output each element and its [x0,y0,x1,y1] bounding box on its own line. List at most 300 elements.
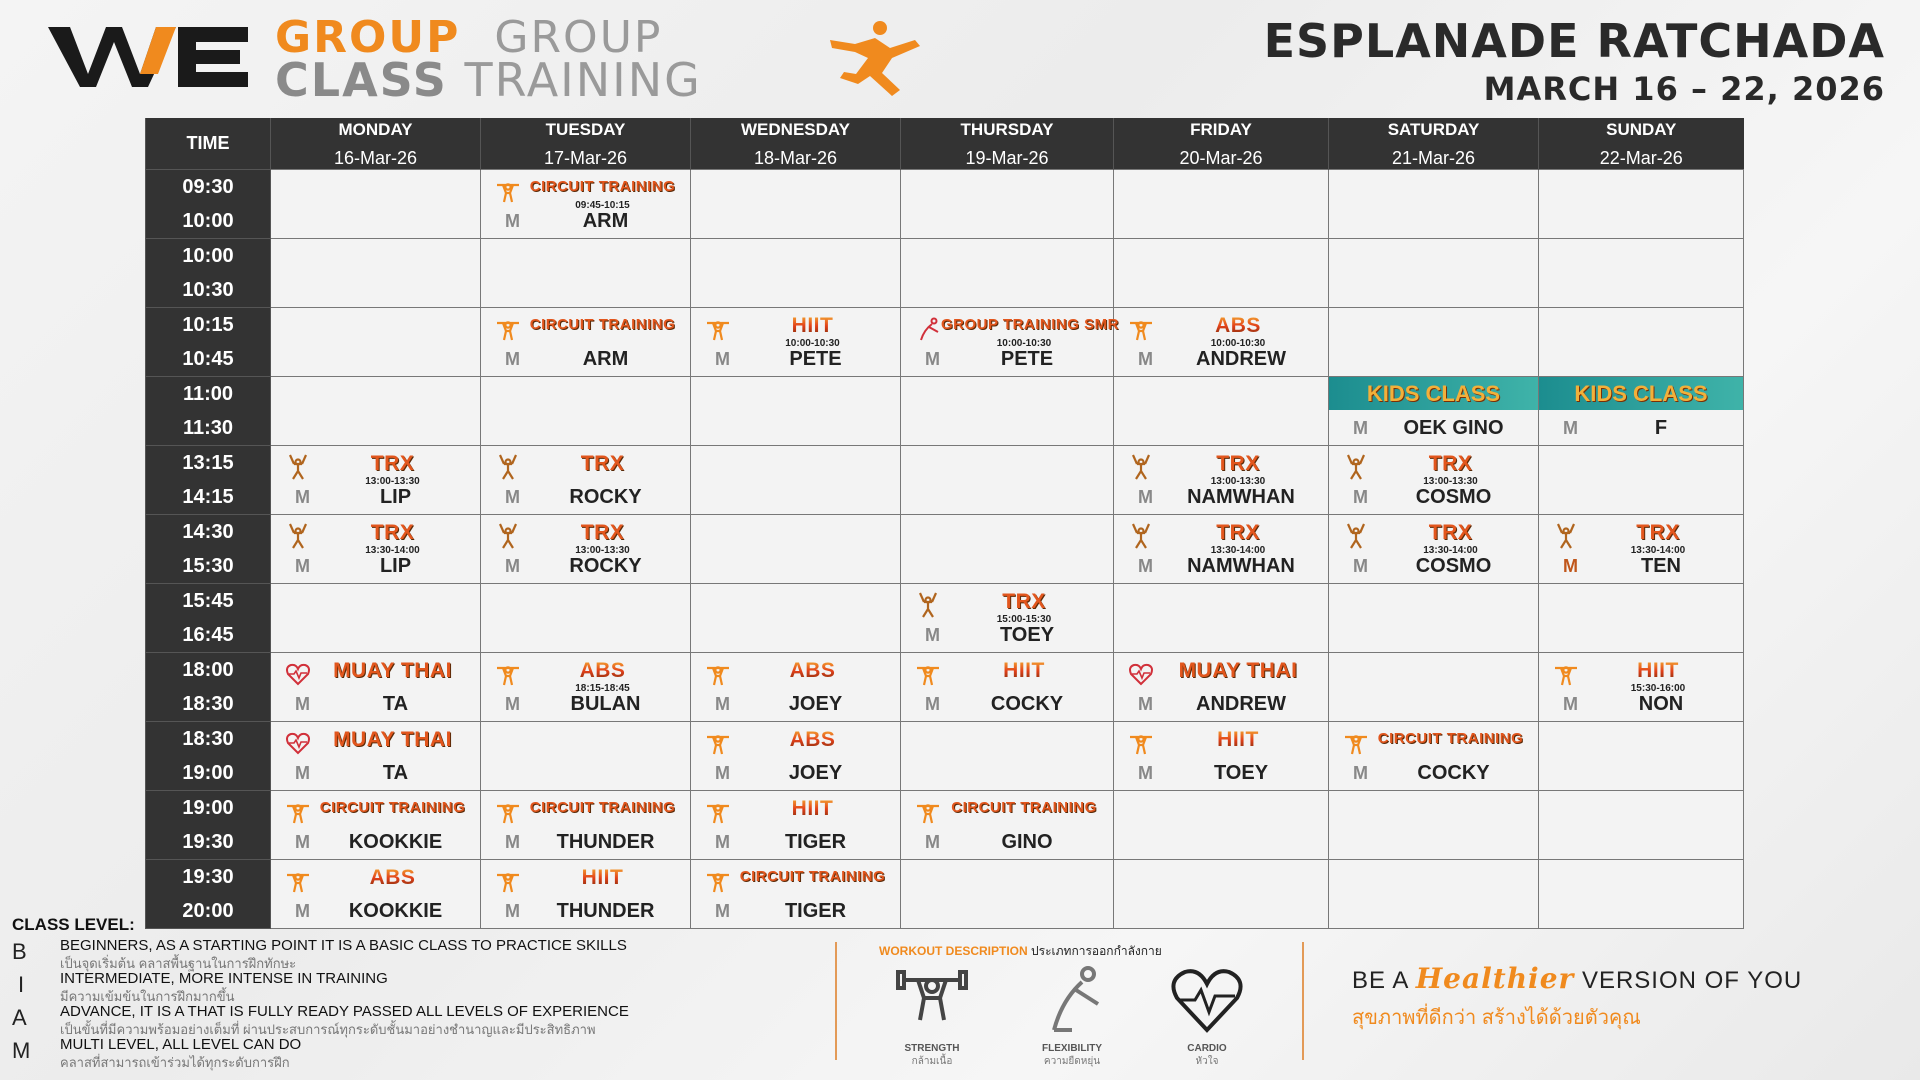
class-level: M [505,694,520,714]
schedule-cell [901,653,1114,722]
schedule-cell [481,515,691,584]
coach-name: COCKY [990,693,1064,715]
coach-name: GINO [1001,831,1053,853]
trx-icon [1128,454,1154,480]
legend-item [12,1034,812,1070]
day-name: TUESDAY [545,120,626,139]
cardio-icon [285,730,311,756]
strength-icon [285,868,311,894]
class-title: ABS [1154,314,1322,338]
time-end: 20:00 [182,900,234,922]
time-slot [146,515,271,584]
class-entry[interactable] [1539,515,1743,583]
coach-name: COSMO [1415,486,1492,508]
time-start: 19:00 [182,797,234,819]
schedule-table [145,118,1744,929]
schedule-cell [901,584,1114,653]
class-level: M [715,694,730,714]
class-time: 09:45-10:15 [575,200,630,211]
schedule-row [146,377,1744,446]
class-entry[interactable] [271,722,480,790]
slogan [1352,962,1802,1033]
class-title: TRX [1002,590,1046,613]
class-level: M [295,556,310,576]
class-time: 13:00-13:30 [365,476,420,487]
level-desc-th: มีความเข้มข้นในการฝึกมากขึ้น [60,989,235,1004]
slogan-en [1352,962,1802,995]
class-entry[interactable] [271,515,480,583]
strength-icon [1553,661,1579,687]
schedule-cell [1539,377,1744,446]
schedule-cell [691,308,901,377]
level-desc-th: เป็นขั้นที่มีความพร้อมอย่างเต็มที่ ผ่านประสบการณ์ทุกระดับชั้นมาอย่างชำนาญและมีประสิทธิภาพ [60,1022,596,1037]
coach-name: TA [382,762,409,784]
class-level: M [1563,694,1578,714]
class-entry[interactable] [1329,515,1538,583]
class-entry[interactable] [271,791,480,859]
coach-name: THUNDER [556,831,655,853]
coach-name: TOEY [999,624,1055,646]
schedule-cell [1114,791,1329,860]
strength-icon [892,960,972,1040]
schedule-cell [271,377,481,446]
brand-title [275,12,702,107]
strength-icon [1128,316,1154,342]
class-title: HIIT [731,314,894,338]
class-time: 13:00-13:30 [1210,476,1266,487]
runner-icon [820,18,930,98]
schedule-cell [691,239,901,308]
day-date: 22-Mar-26 [1599,148,1683,168]
class-entry[interactable] [481,515,690,583]
coach-name: COSMO [1415,555,1492,577]
schedule-cell [1329,584,1539,653]
schedule-cell [691,791,901,860]
schedule-cell [271,791,481,860]
flexibility-icon [915,316,941,342]
class-entry[interactable] [691,722,900,790]
class-level: M [715,763,730,783]
class-entry[interactable] [481,308,690,376]
class-level: M [295,487,310,507]
date-range: MARCH 16 – 22, 2026 [1483,70,1885,108]
class-entry[interactable] [901,584,1113,652]
schedule-cell [271,239,481,308]
trx-icon [285,523,311,549]
day-header-thursday [901,118,1114,170]
day-date: 18-Mar-26 [753,148,838,168]
class-title: MUAY THAI [333,659,452,682]
class-title: GROUP TRAINING SMR [941,316,1119,333]
class-level: M [715,832,730,852]
schedule-cell [1539,239,1744,308]
class-entry[interactable] [691,308,900,376]
schedule-cell [1114,170,1329,239]
level-desc-en: ADVANCE, IT IS A THAT IS FULLY READY PASSED ALL LEVELS OF EXPERIENCE [60,1003,629,1020]
time-start: 15:45 [182,590,234,612]
schedule-cell [1329,446,1539,515]
workout-heading [879,942,1162,961]
coach-name: LIP [379,486,412,508]
schedule-cell [481,653,691,722]
strength-icon [1343,730,1369,756]
workout-flexibility [1022,960,1122,1069]
class-entry[interactable] [691,791,900,859]
class-time: 13:30-14:00 [1210,545,1266,556]
class-level: M [505,349,520,369]
class-entry[interactable] [1114,446,1328,514]
class-entry[interactable] [481,791,690,859]
trx-icon [1128,523,1154,549]
time-end: 18:30 [182,693,234,715]
class-level: M [1353,556,1368,576]
strength-icon [705,868,731,894]
class-entry[interactable] [271,653,480,721]
schedule-cell [271,653,481,722]
class-title: TRX [580,521,625,544]
workout-label: CARDIO [1187,1043,1227,1054]
workout-heading-en: WORKOUT DESCRIPTION [879,944,1028,958]
cardio-icon [1128,661,1154,687]
coach-name: ARM [582,210,629,232]
class-entry[interactable] [691,653,900,721]
schedule-row [146,791,1744,860]
time-slot [146,446,271,515]
schedule-cell [1539,653,1744,722]
time-slot [146,308,271,377]
class-title: HIIT [941,659,1107,683]
class-entry[interactable] [901,791,1113,859]
schedule-cell [691,170,901,239]
class-time: 10:00-10:30 [1210,338,1266,349]
class-time: 13:30-14:00 [365,545,420,556]
day-name: FRIDAY [1190,120,1252,139]
brand-group: GROUP [275,12,461,63]
level-letter: B [12,939,27,964]
strength-icon [495,799,521,825]
class-title: CIRCUIT TRAINING [739,868,886,885]
class-title: CIRCUIT TRAINING [529,799,676,816]
schedule-cell [1114,653,1329,722]
class-title: TRX [1216,452,1260,475]
class-title: TRX [1636,521,1680,544]
class-title: CIRCUIT TRAINING [1377,730,1524,747]
class-level: M [505,487,520,507]
time-end: 10:30 [182,279,234,301]
brand-group-ghost: GROUP [494,12,663,63]
we-logo [48,22,248,92]
strength-icon [705,316,731,342]
schedule-cell [1114,515,1329,584]
class-time: 13:00-13:30 [575,545,630,556]
class-entry[interactable] [1329,377,1538,445]
coach-name: OEK GINO [1403,417,1504,439]
divider [1302,942,1304,1060]
schedule-cell [1539,515,1744,584]
class-level: M [505,211,520,231]
coach-name: COCKY [1417,762,1490,784]
schedule-cell [1329,860,1539,929]
class-entry[interactable] [481,653,690,721]
class-title: TRX [370,452,415,475]
schedule-cell [901,308,1119,377]
schedule-cell [691,377,901,446]
strength-icon [495,868,521,894]
class-level: M [1138,487,1153,507]
class-title: HIIT [1579,659,1737,683]
schedule-cell [691,722,901,791]
trx-icon [1343,454,1369,480]
time-slot [146,653,271,722]
schedule-cell [481,308,691,377]
schedule-cell [1114,446,1329,515]
coach-name: JOEY [788,693,843,715]
slogan-th: สุขภาพที่ดีกว่า สร้างได้ด้วยตัวคุณ [1352,1007,1641,1029]
class-level: M [1138,556,1153,576]
schedule-cell [271,446,481,515]
class-title: ABS [521,659,684,683]
class-level: M [925,832,940,852]
schedule-cell [481,584,691,653]
class-level: M [1353,487,1368,507]
slogan-post: VERSION OF YOU [1581,967,1803,994]
schedule-cell [481,722,691,791]
flexibility-icon [1032,960,1112,1040]
class-time: 10:00-10:30 [996,338,1052,349]
coach-name: NON [1638,693,1684,715]
level-desc-th: เป็นจุดเริ่มต้น คลาสพื้นฐานในการฝึกทักษะ [60,956,297,971]
day-name: WEDNESDAY [741,120,850,139]
class-level: M [505,901,520,921]
time-slot [146,170,271,239]
level-letter: I [18,972,25,997]
schedule-row [146,446,1744,515]
coach-name: PETE [1000,348,1054,370]
schedule-cell [901,446,1114,515]
schedule-cell [1329,653,1539,722]
schedule-cell [901,515,1114,584]
schedule-cell [901,377,1114,446]
schedule-cell [1539,308,1744,377]
day-date: 16-Mar-26 [333,148,418,168]
class-level: M [295,901,310,921]
coach-name: TA [382,693,409,715]
schedule-row [146,722,1744,791]
trx-icon [915,592,941,618]
class-level: M [1138,763,1153,783]
class-title: ABS [731,659,894,683]
class-level: M [295,832,310,852]
strength-icon [285,799,311,825]
strength-icon [915,661,941,687]
coach-name: TIGER [784,831,847,853]
class-level: M [715,349,730,369]
trx-icon [285,454,311,480]
class-entry[interactable] [1329,722,1538,790]
schedule-cell [271,170,481,239]
class-entry[interactable] [901,653,1113,721]
class-entry[interactable] [481,446,690,514]
day-name: SATURDAY [1387,120,1480,139]
trx-icon [495,523,521,549]
coach-name: JOEY [788,762,843,784]
coach-name: BULAN [570,693,641,715]
coach-name: KOOKKIE [348,900,443,922]
class-title: ABS [731,728,894,752]
legend-item [12,1001,812,1037]
class-entry[interactable] [271,446,480,514]
schedule-cell [1329,515,1539,584]
schedule-cell [1114,584,1329,653]
class-level: M [295,694,310,714]
kids-class-banner: KIDS CLASS [1329,377,1538,410]
class-level: M [715,901,730,921]
workout-label: FLEXIBILITY [1042,1043,1102,1054]
cardio-icon [285,661,311,687]
strength-icon [495,661,521,687]
coach-name: TOEY [1213,762,1269,784]
day-name: THURSDAY [960,120,1054,139]
level-desc-en: MULTI LEVEL, ALL LEVEL CAN DO [60,1036,302,1053]
coach-name: ROCKY [569,555,642,577]
time-end: 11:30 [182,417,234,439]
workout-strength [882,960,982,1069]
workout-label-th: ความยืดหยุ่น [1043,1056,1101,1067]
time-end: 14:15 [182,486,234,508]
time-end: 19:30 [182,831,234,853]
coach-name: ARM [582,348,629,370]
slogan-accent: Healthier [1415,962,1575,995]
class-entry[interactable] [1539,653,1743,721]
schedule-cell [1539,446,1744,515]
time-start: 10:00 [182,245,234,267]
slogan-pre: BE A [1352,967,1409,994]
level-desc-en: INTERMEDIATE, MORE INTENSE IN TRAINING [60,970,388,987]
day-header-sunday [1539,118,1744,170]
schedule-cell [901,791,1114,860]
class-level: M [1563,556,1578,576]
class-level: M [925,625,940,645]
class-time: 10:00-10:30 [785,338,840,349]
schedule-cell [1539,860,1744,929]
schedule-row [146,584,1744,653]
schedule-cell [481,239,691,308]
coach-name: ROCKY [569,486,642,508]
time-end: 16:45 [182,624,234,646]
schedule-cell [1114,860,1329,929]
time-start: 18:00 [182,659,234,681]
time-end: 19:00 [182,762,234,784]
time-slot [146,239,271,308]
strength-icon [495,178,521,204]
workout-heading-th: ประเภทการออกกำลังกาย [1031,944,1162,958]
day-header-friday [1114,118,1329,170]
class-level: M [1138,694,1153,714]
class-title: CIRCUIT TRAINING [951,799,1097,816]
time-start: 18:30 [182,728,234,750]
schedule-cell [901,239,1114,308]
class-time: 15:30-16:00 [1630,683,1686,694]
schedule-cell [691,584,901,653]
time-start: 09:30 [182,176,234,198]
trx-icon [495,454,521,480]
trx-icon [1343,523,1369,549]
class-level-legend [12,915,812,1070]
schedule-cell [1114,377,1329,446]
brand-training: TRAINING [464,53,702,107]
strength-icon [705,799,731,825]
class-entry[interactable] [481,170,690,238]
legend-heading: CLASS LEVEL: [12,915,135,934]
strength-icon [495,316,521,342]
time-start: 14:30 [182,521,234,543]
class-title: HIIT [731,797,894,821]
class-title: TRX [1428,521,1473,544]
class-title: TRX [1216,521,1260,544]
coach-name: NAMWHAN [1187,486,1295,508]
class-title: MUAY THAI [1178,659,1298,682]
class-level: M [1563,418,1578,438]
class-entry[interactable] [1114,308,1328,376]
class-entry[interactable] [1539,377,1743,445]
schedule-cell [901,170,1114,239]
schedule-cell [1539,170,1744,239]
brand-class: CLASS [275,53,448,107]
class-title: TRX [1428,452,1473,475]
class-level: M [1138,349,1153,369]
day-name: SUNDAY [1606,120,1677,139]
coach-name: THUNDER [556,900,655,922]
class-time: 18:15-18:45 [575,683,630,694]
class-entry[interactable] [1329,446,1538,514]
schedule-cell [481,791,691,860]
day-header-wednesday [691,118,901,170]
schedule-cell [481,170,691,239]
level-letter: A [12,1005,27,1030]
cardio-icon [1167,960,1247,1040]
schedule-cell [271,722,481,791]
schedule-cell [271,515,481,584]
coach-name: F [1654,417,1668,439]
time-start: 10:15 [182,314,234,336]
time-start: 19:30 [182,866,234,888]
legend-item [12,935,812,971]
class-entry[interactable] [901,308,1119,376]
workout-label-th: หัวใจ [1195,1056,1219,1067]
time-end: 10:45 [182,348,234,370]
day-date: 21-Mar-26 [1391,148,1476,168]
schedule-cell [1329,308,1539,377]
class-level: M [925,694,940,714]
schedule-row [146,653,1744,722]
schedule-cell [1329,170,1539,239]
schedule-row [146,170,1744,239]
class-level: M [1353,418,1368,438]
day-date: 17-Mar-26 [543,148,628,168]
workout-label: STRENGTH [904,1043,960,1054]
class-entry[interactable] [1114,515,1328,583]
class-entry[interactable] [1114,722,1328,790]
class-entry[interactable] [1114,653,1328,721]
day-header-saturday [1329,118,1539,170]
workout-cardio [1157,960,1257,1069]
strength-icon [1128,730,1154,756]
class-time: 15:00-15:30 [996,614,1052,625]
time-end: 15:30 [182,555,234,577]
workout-description [835,942,1307,1067]
time-slot [146,791,271,860]
strength-icon [705,730,731,756]
